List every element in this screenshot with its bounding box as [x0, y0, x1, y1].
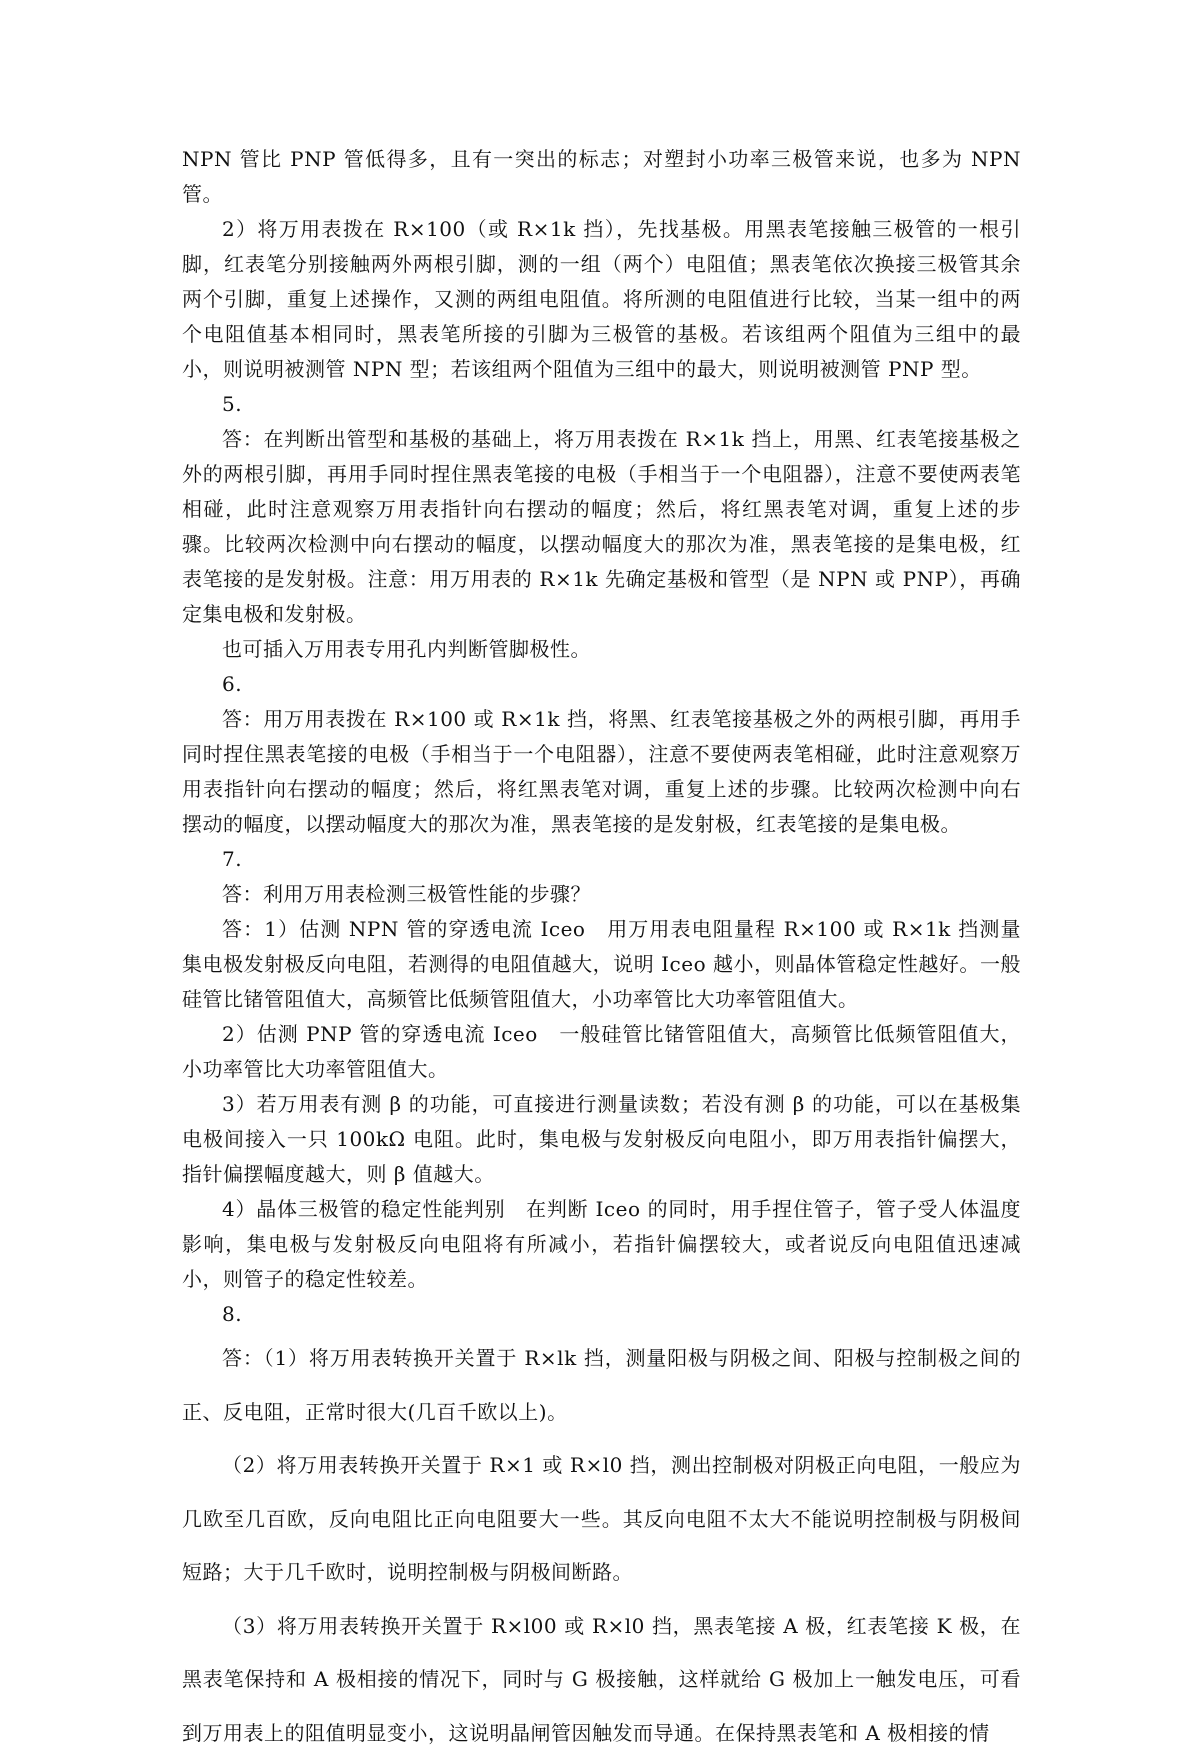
answer-8-step-3: （3）将万用表转换开关置于 R×l00 或 R×l0 挡，黑表笔接 A 极，红表笔接 K 极，在黑表笔保持和 A 极相接的情况下，同时与 G 极接触，这样就给 G 极加上一触发电压，可看到万用表上的阻值明显变小，这说明晶闸管因触发而导通。在保持黑表笔和 A 极相接的情 — [182, 1600, 1021, 1760]
answer-8-step-2: （2）将万用表转换开关置于 R×1 或 R×l0 挡，测出控制极对阴极正向电阻，一般应为几欧至几百欧，反向电阻比正向电阻要大一些。其反向电阻不太大不能说明控制极与阴极间短路；大于几千欧时，说明控制极与阴极间断路。 — [182, 1439, 1021, 1600]
answer-5: 答：在判断出管型和基极的基础上，将万用表拨在 R×1k 挡上，用黑、红表笔接基极之外的两根引脚，再用手同时捏住黑表笔接的电极（手相当于一个电阻器），注意不要使两表笔相碰，此时注意观察万用表指针向右摆动的幅度；然后，将红黑表笔对调，重复上述的步骤。比较两次检测中向右摆动的幅度，以摆动幅度大的那次为准，黑表笔接的是集电极，红表笔接的是发射极。注意：用万用表的 R×1k 先确定基极和管型（是 NPN 或 PNP），再确定集电极和发射极。 — [182, 422, 1021, 632]
answer-7-step-3: 3）若万用表有测 β 的功能，可直接进行测量读数；若没有测 β 的功能，可以在基极集电极间接入一只 100kΩ 电阻。此时，集电极与发射极反向电阻小，即万用表指针偏摆大，指针偏摆幅度越大，则 β 值越大。 — [182, 1087, 1021, 1192]
question-number-8: 8. — [182, 1297, 1021, 1332]
answer-5-note: 也可插入万用表专用孔内判断管脚极性。 — [182, 632, 1021, 667]
question-number-7: 7. — [182, 842, 1021, 877]
paragraph-npn-pnp: NPN 管比 PNP 管低得多，且有一突出的标志；对塑封小功率三极管来说，也多为 NPN 管。 — [182, 142, 1021, 212]
question-number-5: 5. — [182, 387, 1021, 422]
answer-7-question: 答：利用万用表检测三极管性能的步骤？ — [182, 877, 1021, 912]
answer-7-step-2: 2）估测 PNP 管的穿透电流 Iceo 一般硅管比锗管阻值大，高频管比低频管阻值大，小功率管比大功率管阻值大。 — [182, 1017, 1021, 1087]
answer-7-step-1: 答：1）估测 NPN 管的穿透电流 Iceo 用万用表电阻量程 R×100 或 R×1k 挡测量集电极发射极反向电阻，若测得的电阻值越大，说明 Iceo 越小，则晶体管稳定性越好。一般硅管比锗管阻值大，高频管比低频管阻值大，小功率管比大功率管阻值大。 — [182, 912, 1021, 1017]
answer-8-step-1: 答：（1）将万用表转换开关置于 R×lk 挡，测量阳极与阴极之间、阳极与控制极之间的正、反电阻，正常时很大(几百千欧以上)。 — [182, 1332, 1021, 1439]
answer-7-step-4: 4）晶体三极管的稳定性能判别 在判断 Iceo 的同时，用手捏住管子，管子受人体温度影响，集电极与发射极反向电阻将有所减小，若指针偏摆较大，或者说反向电阻值迅速减小，则管子的稳定性较差。 — [182, 1192, 1021, 1297]
question-number-6: 6. — [182, 667, 1021, 702]
paragraph-step-2-base: 2）将万用表拨在 R×100（或 R×1k 挡），先找基极。用黑表笔接触三极管的一根引脚，红表笔分别接触两外两根引脚，测的一组（两个）电阻值；黑表笔依次换接三极管其余两个引脚，重复上述操作，又测的两组电阻值。将所测的电阻值进行比较，当某一组中的两个电阻值基本相同时，黑表笔所接的引脚为三极管的基极。若该组两个阻值为三组中的最小，则说明被测管 NPN 型；若该组两个阻值为三组中的最大，则说明被测管 PNP 型。 — [182, 212, 1021, 387]
answer-6: 答：用万用表拨在 R×100 或 R×1k 挡，将黑、红表笔接基极之外的两根引脚，再用手同时捏住黑表笔接的电极（手相当于一个电阻器），注意不要使两表笔相碰，此时注意观察万用表指针向右摆动的幅度；然后，将红黑表笔对调，重复上述的步骤。比较两次检测中向右摆动的幅度，以摆动幅度大的那次为准，黑表笔接的是发射极，红表笔接的是集电极。 — [182, 702, 1021, 842]
